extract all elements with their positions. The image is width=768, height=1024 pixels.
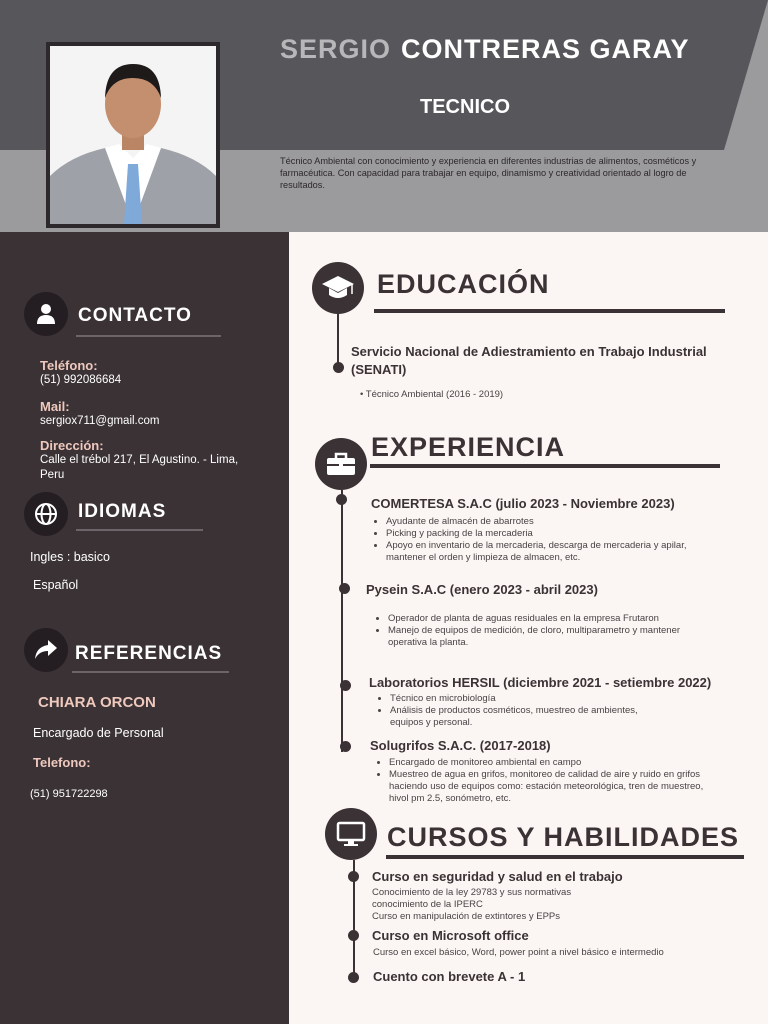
- share-arrow-icon: [24, 628, 68, 672]
- phone-value: (51) 992086684: [40, 374, 122, 386]
- timeline-dot: [339, 583, 350, 594]
- timeline-dot: [348, 930, 359, 941]
- job-role: TECNICO: [420, 96, 510, 118]
- timeline-dot: [340, 680, 351, 691]
- contact-divider: [76, 335, 221, 337]
- experience-timeline: [341, 490, 343, 752]
- job-duty: • Muestreo de agua en grifos, monitoreo de calidad de aire y ruido en grifos haciendo uso de equipos como: estación meteorológica, tren de muestreo, hivol pm 2.5, sonómetro, etc.: [389, 769, 704, 805]
- timeline-dot: [333, 362, 344, 373]
- references-divider: [72, 671, 229, 673]
- experience-divider: [370, 464, 720, 468]
- first-name: SERGIO: [280, 34, 392, 64]
- job-duty: • Operador de planta de aguas residuales en la empresa Frutaron: [388, 613, 688, 625]
- reference-phone: (51) 951722298: [30, 788, 108, 800]
- education-heading: EDUCACIÓN: [377, 269, 550, 299]
- timeline-dot: [340, 741, 351, 752]
- education-timeline: [337, 312, 339, 366]
- job-duty: • Ayudante de almacén de abarrotes: [386, 516, 706, 528]
- job-duty: • Picking y packing de la mercaderia: [386, 528, 706, 540]
- person-icon: [24, 292, 68, 336]
- languages-divider: [76, 529, 203, 531]
- course-title: Cuento con brevete A - 1: [373, 969, 526, 984]
- reference-name: CHIARA ORCON: [38, 694, 156, 711]
- job-duty: • Apoyo en inventario de la mercaderia, descarga de mercaderia y apilar, mantener el orden y limpieza de almacen, etc.: [386, 540, 706, 564]
- phone-label: Teléfono:: [40, 358, 98, 373]
- course-detail: conocimiento de la IPERC: [372, 899, 483, 910]
- course-detail: Conocimiento de la ley 29783 y sus normativas: [372, 887, 572, 898]
- job-duties: [370, 516, 706, 564]
- education-institution: Servicio Nacional de Adiestramiento en Trabajo Industrial (SENATI): [351, 344, 707, 377]
- language-item: Español: [33, 578, 79, 592]
- course-title: Curso en Microsoft office: [372, 928, 529, 943]
- address-label: Dirección:: [40, 438, 104, 453]
- education-detail: • Técnico Ambiental (2016 - 2019): [360, 389, 504, 400]
- mail-label: Mail:: [40, 399, 70, 414]
- reference-phone-label: Telefono:: [33, 755, 91, 770]
- globe-icon: [24, 492, 68, 536]
- languages-heading: IDIOMAS: [78, 501, 167, 522]
- job-duty: • Análisis de productos cosméticos, muestreo de ambientes, equipos y personal.: [390, 705, 640, 729]
- reference-position: Encargado de Personal: [33, 726, 164, 740]
- job-duty: • Manejo de equipos de medición, de cloro, multiparametro y mantener operativa la planta.: [388, 625, 688, 649]
- profile-photo: [50, 46, 216, 224]
- job-duty: • Encargado de monitoreo ambiental en campo: [389, 757, 704, 769]
- courses-divider: [386, 855, 744, 859]
- courses-heading: CURSOS Y HABILIDADES: [387, 822, 740, 852]
- job-title: Solugrifos S.A.C. (2017-2018): [370, 738, 551, 753]
- education-divider: [374, 309, 725, 313]
- job-duty: • Técnico en microbiología: [390, 693, 640, 705]
- course-detail: Curso en excel básico, Word, power point a nivel básico e intermedio: [373, 947, 664, 958]
- timeline-dot: [348, 972, 359, 983]
- address-value: Calle el trébol 217, El Agustino. - Lima, Peru: [40, 454, 239, 481]
- last-name: CONTRERAS GARAY: [401, 34, 690, 64]
- profile-summary: Técnico Ambiental con conocimiento y experiencia en diferentes industrias de alimentos, cosméticos y farmacéutica. Con capacidad para trabajar en equipo, dinamismo y creatividad orientado al logro de resultados.: [280, 156, 697, 190]
- course-title: Curso en seguridad y salud en el trabajo: [372, 869, 623, 884]
- references-heading: REFERENCIAS: [75, 643, 223, 664]
- course-detail: Curso en manipulación de extintores y EPPs: [372, 911, 560, 922]
- full-name: [280, 34, 690, 65]
- mail-value: sergiox711@gmail.com: [40, 415, 160, 427]
- briefcase-icon: [315, 438, 367, 490]
- job-title: COMERTESA S.A.C (julio 2023 - Noviembre 2023): [371, 496, 675, 511]
- graduation-cap-icon: [312, 262, 364, 314]
- monitor-icon: [325, 808, 377, 860]
- job-duties: [372, 613, 688, 649]
- job-title: Laboratorios HERSIL (diciembre 2021 - setiembre 2022): [369, 675, 712, 690]
- job-duties: [374, 693, 640, 729]
- timeline-dot: [348, 871, 359, 882]
- timeline-dot: [336, 494, 347, 505]
- contact-heading: CONTACTO: [78, 305, 192, 326]
- job-title: Pysein S.A.C (enero 2023 - abril 2023): [366, 582, 598, 597]
- language-item: Ingles : basico: [30, 550, 110, 564]
- job-duties: [373, 757, 704, 805]
- experience-heading: EXPERIENCIA: [371, 432, 566, 462]
